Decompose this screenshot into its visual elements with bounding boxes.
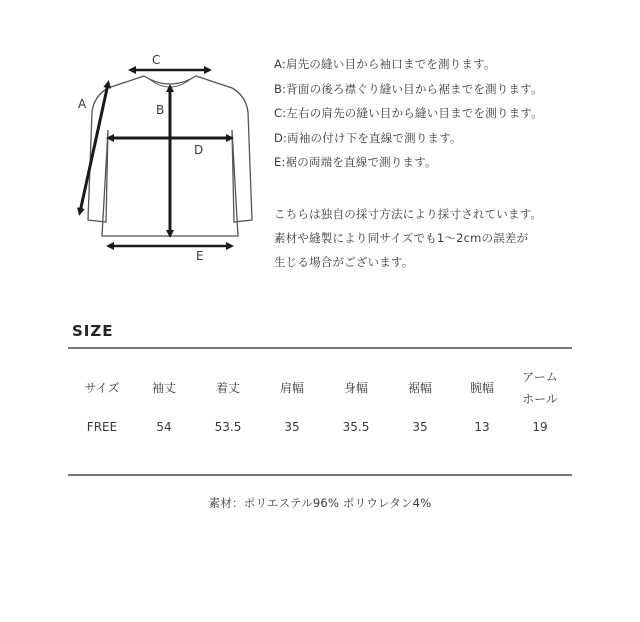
garment-diagram [60, 40, 260, 280]
label-a: A [78, 97, 87, 111]
value-sleeve: 54 [156, 420, 172, 434]
size-table [68, 364, 572, 442]
header-arm: 腕幅 [469, 381, 494, 395]
value-armhole: 19 [532, 420, 548, 434]
divider-bottom [68, 474, 572, 476]
instruction-e: E:裾の両端を直線で測ります。 [274, 155, 437, 169]
label-d: D [194, 143, 204, 157]
header-shoulder: 肩幅 [279, 381, 304, 395]
instruction-b: B:背面の後ろ襟ぐり縫い目から裾までを測ります。 [274, 81, 543, 96]
value-length: 53.5 [214, 420, 242, 434]
value-shoulder: 35 [284, 420, 300, 434]
divider-top [68, 347, 572, 349]
note-line: 素材や縫製により同サイズでも1〜2cmの誤差が [274, 231, 529, 245]
value-arm: 13 [474, 420, 490, 434]
label-e: E [196, 249, 204, 263]
header-armhole: アーム ホール [522, 370, 558, 406]
instruction-d: D:両袖の付け下を直線で測ります。 [274, 130, 462, 145]
instruction-a: A:肩先の縫い目から袖口までを測ります。 [274, 57, 496, 71]
material-composition: 素材：ポリエステル96% ポリウレタン4% [208, 496, 432, 510]
label-b: B [156, 103, 165, 117]
value-chest: 35.5 [342, 420, 370, 434]
header-length: 着丈 [215, 381, 240, 395]
size-table-header-row [68, 364, 572, 412]
size-section-title: SIZE [72, 322, 114, 340]
value-hem: 35 [412, 420, 428, 434]
note-line: こちらは独自の採寸方法により採寸されています。 [274, 207, 543, 221]
header-size: サイズ [84, 381, 120, 395]
header-sleeve: 袖丈 [151, 381, 176, 395]
measurement-instructions [274, 52, 604, 175]
label-c: C [152, 53, 161, 67]
header-chest: 身幅 [343, 381, 368, 395]
instruction-c: C:左右の肩先の縫い目から縫い目までを測ります。 [274, 106, 543, 120]
value-size: FREE [86, 420, 118, 434]
header-hem: 裾幅 [407, 381, 432, 395]
note-line: 生じる場合がございます。 [274, 255, 414, 269]
tshirt-outline-icon [60, 40, 260, 280]
size-table-row [68, 412, 572, 442]
measurement-notes [274, 202, 604, 274]
